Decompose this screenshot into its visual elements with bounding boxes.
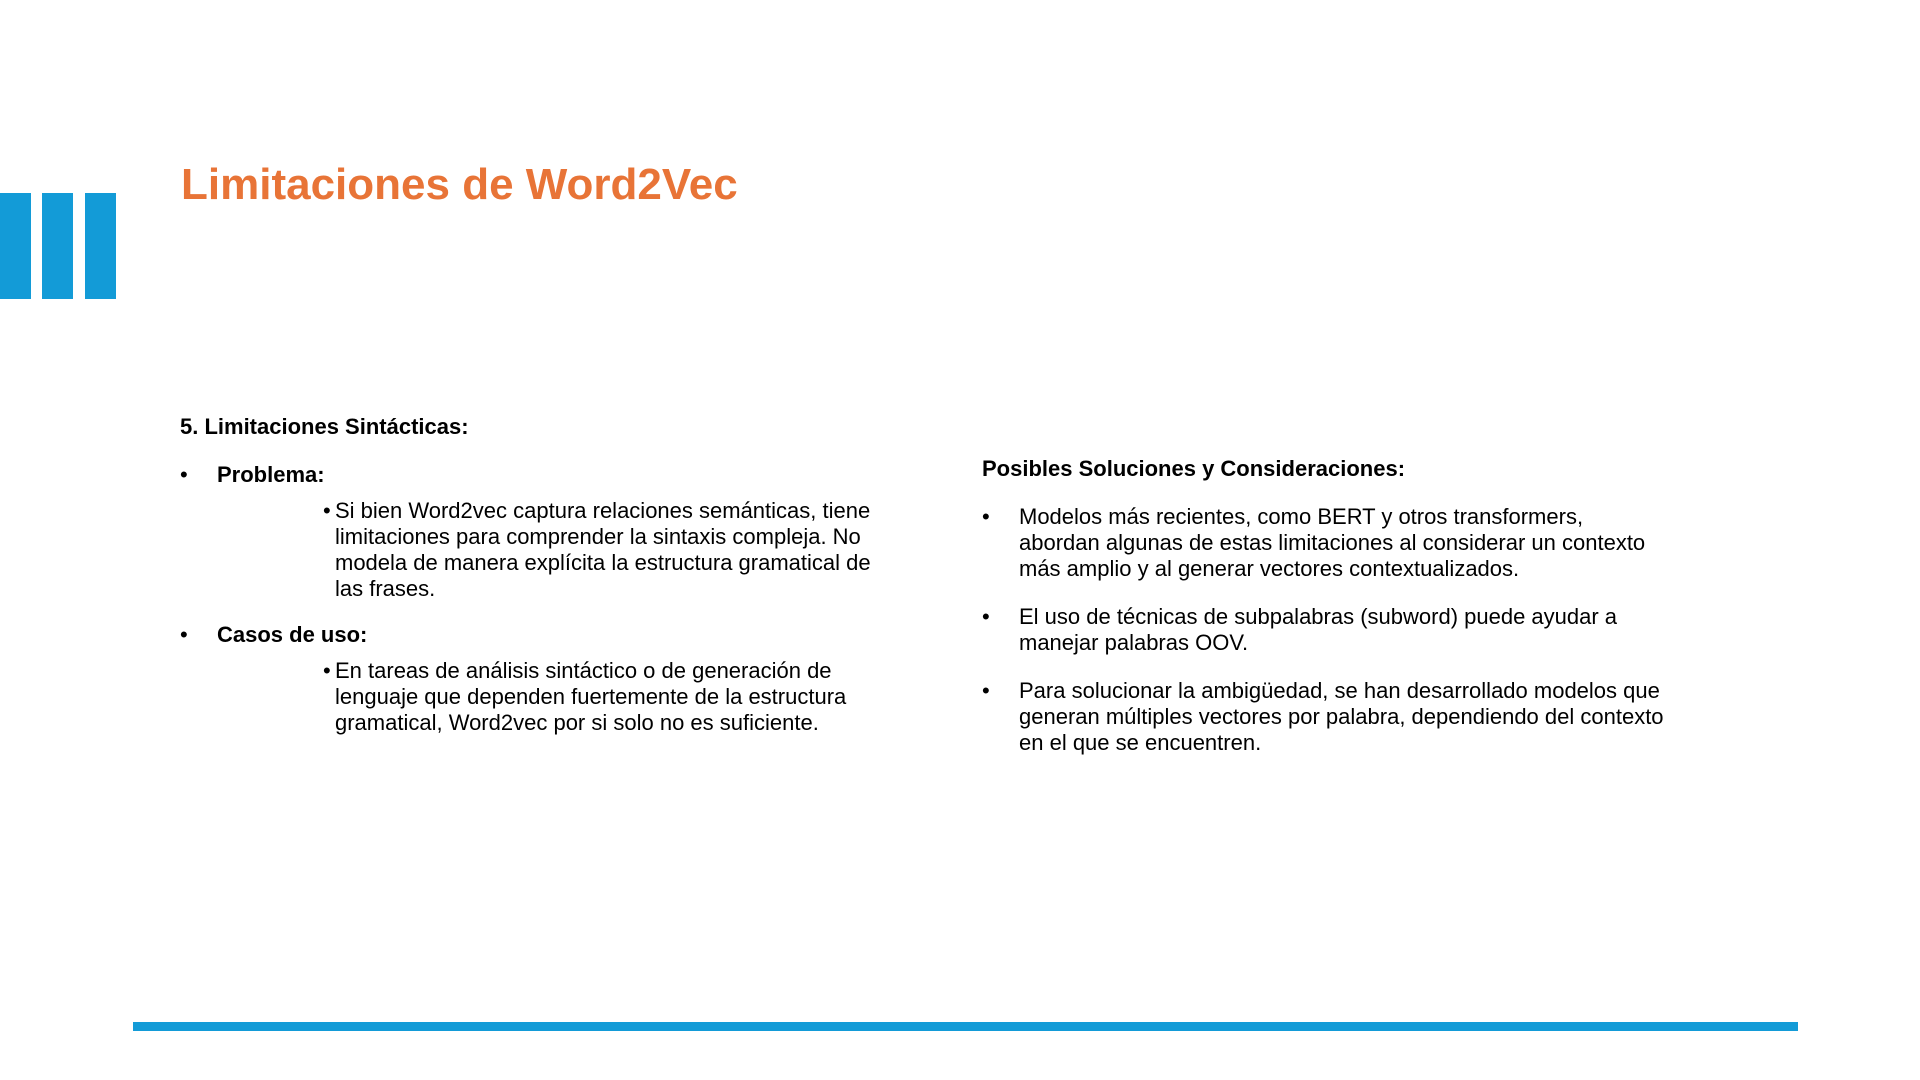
- problema-label: • Problema:: [217, 462, 325, 487]
- right-column: [982, 456, 1702, 756]
- list-item-casos-de-uso: [180, 622, 910, 736]
- left-column: [180, 414, 910, 756]
- problema-sub-item: [217, 498, 895, 602]
- accent-bar-2: [42, 193, 73, 299]
- solution-item: • Para solucionar la ambigüedad, se han desarrollado modelos que generan múltiples vectores por palabra, dependiendo del contexto en el que se encuentren.: [982, 678, 1669, 756]
- list-item-problema: [180, 462, 910, 602]
- slide-title: Limitaciones de Word2Vec: [181, 160, 738, 209]
- casos-de-uso-sub-list: [217, 658, 910, 736]
- left-heading: 5. Limitaciones Sintácticas:: [180, 414, 469, 439]
- accent-bar-1: [0, 193, 31, 299]
- casos-de-uso-text: • En tareas de análisis sintáctico o de generación de lenguaje que dependen fuertemente de la estructura gramatical, Word2vec por si solo no es suficiente.: [335, 658, 847, 735]
- bottom-rule: [133, 1022, 1798, 1031]
- solution-item: • El uso de técnicas de subpalabras (subword) puede ayudar a manejar palabras OOV.: [982, 604, 1669, 656]
- right-heading: Posibles Soluciones y Consideraciones:: [982, 456, 1406, 481]
- accent-bar-3: [85, 193, 116, 299]
- left-list: [180, 462, 910, 736]
- right-list: [982, 504, 1702, 756]
- casos-de-uso-sub-item: [217, 658, 895, 736]
- solution-item: • Modelos más recientes, como BERT y otros transformers, abordan algunas de estas limitaciones al considerar un contexto más amplio y al generar vectores contextualizados.: [982, 504, 1669, 582]
- casos-de-uso-label: • Casos de uso:: [217, 622, 368, 647]
- problema-text: • Si bien Word2vec captura relaciones semánticas, tiene limitaciones para comprender la sintaxis compleja. No modela de manera explícita la estructura gramatical de las frases.: [335, 498, 871, 601]
- problema-sub-list: [217, 498, 910, 602]
